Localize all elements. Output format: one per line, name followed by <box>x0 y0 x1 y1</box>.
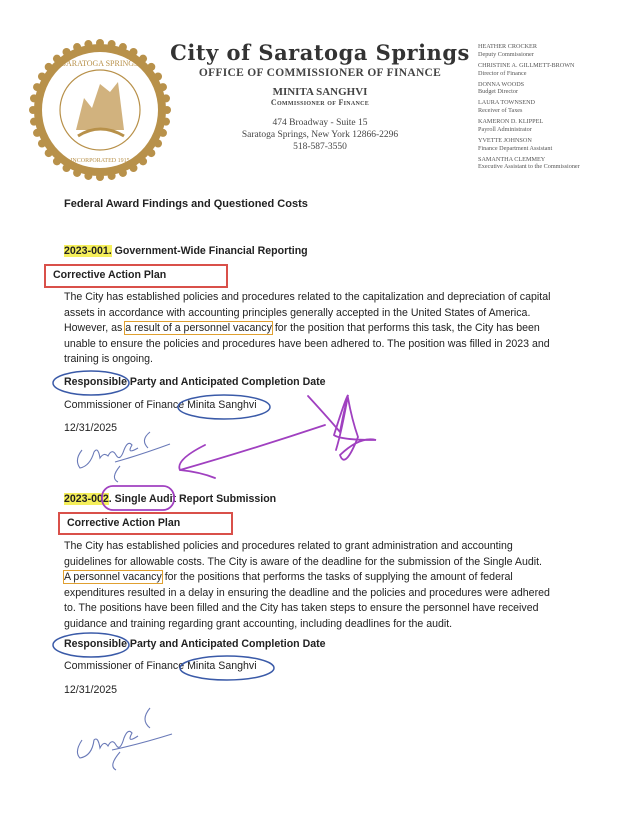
text: and Anticipated Completion Date <box>156 376 326 388</box>
staff-name: SAMANTHA CLEMMEY <box>478 155 546 163</box>
seal-tooth <box>130 164 138 172</box>
para-line: guidelines for allowable costs. The City is aware of the deadline for the submission of the Single Audit. <box>64 555 542 568</box>
staff-title: Receiver of Taxes <box>478 107 523 115</box>
address-line1: 474 Broadway - Suite 15 <box>272 118 368 128</box>
staff-name: KAMERON D. KLIPPEL <box>478 118 544 126</box>
responsible-party-heading <box>64 637 326 653</box>
text: Minita Sanghvi <box>187 660 257 672</box>
text: However, as <box>64 322 126 335</box>
svg-text:SARATOGA SPRINGS: SARATOGA SPRINGS <box>61 59 139 68</box>
para-line: unable to ensure the policies and procedures have been adhered to. The position was filled in 2023 and <box>64 337 550 350</box>
seal-tooth <box>159 83 167 91</box>
signature <box>77 708 172 770</box>
completion-date: 12/31/2025 <box>64 684 118 696</box>
arrow-scribble <box>179 425 325 478</box>
para-line <box>64 570 550 586</box>
text: for the position that performs this task, the City has been <box>271 322 540 335</box>
seal-tooth <box>154 140 162 148</box>
staff-entry <box>478 137 638 153</box>
seal-tooth <box>147 149 155 157</box>
para-line: training is ongoing. <box>64 353 153 366</box>
responsible-party-heading <box>64 375 326 391</box>
staff-title: Executive Assistant to the Commissioner <box>478 163 580 171</box>
seal-tooth <box>84 172 92 180</box>
text: Minita Sanghvi <box>187 399 257 411</box>
staff-entry <box>478 99 638 115</box>
seal-tooth <box>96 173 104 181</box>
staff-name: HEATHER CROCKER <box>478 43 537 50</box>
text: . <box>108 493 115 505</box>
text: and Anticipated Completion Date <box>156 638 326 650</box>
staff-title: Budget Director <box>478 88 519 96</box>
seal-tooth <box>154 73 162 81</box>
vacancy-highlight: A personnel vacancy <box>64 571 162 584</box>
document-title: Federal Award Findings and Questioned Costs <box>64 198 308 210</box>
seal-tooth <box>147 63 155 71</box>
finding-number: 2023-002 <box>64 493 109 505</box>
seal-tooth <box>73 43 81 51</box>
seal-tooth <box>45 63 53 71</box>
phone: 518-587-3550 <box>293 142 347 152</box>
seal-tooth <box>108 172 116 180</box>
completion-date: 12/31/2025 <box>64 422 118 434</box>
seal-tooth <box>63 48 71 56</box>
seal-tooth <box>29 106 37 114</box>
seal-tooth <box>162 118 170 126</box>
office-name: OFFICE OF COMMISSIONER OF FINANCE <box>198 67 442 79</box>
seal-tooth <box>163 106 171 114</box>
staff-name: YVETTE JOHNSON <box>478 136 532 144</box>
finding-1-heading <box>64 244 308 260</box>
finding-number: 2023-001. <box>64 245 112 257</box>
staff-entry <box>478 62 638 78</box>
finding-2-heading <box>64 492 276 508</box>
finding-title: Government-Wide Financial Reporting <box>114 245 308 257</box>
responsible-party <box>64 398 257 414</box>
para-line: to. The positions have been filled and the City has taken steps to ensure the personnel have received <box>64 602 539 615</box>
signature <box>77 432 170 482</box>
seal-tooth <box>130 48 138 56</box>
vacancy-highlight: a result of a personnel vacancy <box>125 322 272 335</box>
staff-title: Director of Finance <box>478 69 527 77</box>
seal-tooth <box>53 55 61 63</box>
corrective-action-plan-heading: Corrective Action Plan <box>58 512 233 535</box>
seal-tooth <box>159 129 167 137</box>
seal-tooth <box>45 149 53 157</box>
staff-name: CHRISTINE A. GILLMETT-BROWN <box>478 61 575 69</box>
text: Commissioner of Finance <box>64 399 188 411</box>
para-line: The City has established policies and procedures related to grant administration and accounting <box>64 540 513 552</box>
para-line: expenditures resulted in a delay in ensuring the deadline and the policies and procedures were adhered <box>64 586 550 599</box>
seal-tooth <box>38 73 46 81</box>
text: Report Submission <box>176 493 277 505</box>
staff-entry <box>478 118 638 134</box>
address-line2: Saratoga Springs, New York 12866-2296 <box>241 130 399 140</box>
seal-tooth <box>108 40 116 48</box>
seal-tooth <box>38 140 46 148</box>
seal-tooth <box>30 94 38 102</box>
finding-2-paragraph <box>64 539 550 633</box>
staff-entry <box>478 156 638 172</box>
commissioner-name: MINITA SANGHVI <box>272 86 368 98</box>
staff-title: Deputy Commissioner <box>478 50 534 58</box>
seal-tooth <box>84 40 92 48</box>
seal-tooth <box>30 118 38 126</box>
para-line: The City has established policies and procedures related to the capitalization and depreciation of capital <box>64 291 551 303</box>
staff-list <box>478 43 638 174</box>
staff-title: Finance Department Assistant <box>478 144 553 152</box>
staff-title: Payroll Administrator <box>478 125 532 133</box>
responsible-party <box>64 659 257 675</box>
city-name: City of Saratoga Springs <box>170 40 470 65</box>
text: Responsible Party <box>64 638 157 650</box>
seal-tooth <box>139 55 147 63</box>
para-line: guidance and training regarding grant accounting, including deadlines for the audit. <box>64 617 453 630</box>
para-line: assets in accordance with accounting principles generally accepted in the United States of America. <box>64 306 531 319</box>
text: for the positions that performs the tasks of supplying the amount of federal <box>161 571 513 584</box>
svg-text:INCORPORATED 1915: INCORPORATED 1915 <box>70 158 130 164</box>
finding-1-paragraph <box>64 290 550 368</box>
star-scribble <box>308 395 376 460</box>
seal-tooth <box>63 164 71 172</box>
seal-tooth <box>33 129 41 137</box>
commissioner-title: Commissioner of Finance <box>270 98 370 107</box>
seal-tooth <box>73 169 81 177</box>
seal-tooth <box>119 169 127 177</box>
staff-name: LAURA TOWNSEND <box>478 99 536 107</box>
seal-tooth <box>119 43 127 51</box>
seal-tooth <box>96 39 104 47</box>
staff-entry <box>478 43 638 59</box>
address <box>170 117 470 153</box>
staff-name: DONNA WOODS <box>478 80 525 88</box>
seal-tooth <box>33 83 41 91</box>
para-line <box>64 321 550 337</box>
seal-tooth <box>139 157 147 165</box>
text: Single Audit <box>114 493 177 505</box>
text: Commissioner of Finance <box>64 660 188 672</box>
city-seal <box>28 38 172 182</box>
staff-entry <box>478 81 638 97</box>
seal-tooth <box>162 94 170 102</box>
text: Responsible Party <box>64 376 157 388</box>
corrective-action-plan-heading: Corrective Action Plan <box>44 264 228 288</box>
seal-tooth <box>53 157 61 165</box>
